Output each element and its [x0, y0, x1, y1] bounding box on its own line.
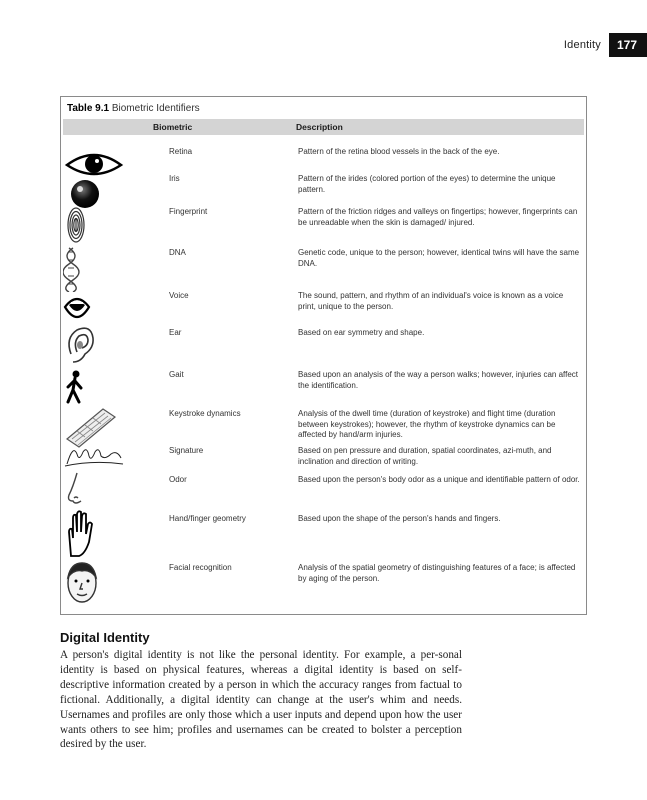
biometric-name: Voice	[169, 291, 189, 300]
biometric-description: Analysis of the dwell time (duration of keystroke) and flight time (duration between keystrokes); however, the rhythm of keystroke dynamics can be affected by hand/arm injuries.	[298, 409, 556, 439]
biometric-description: Based on ear symmetry and shape.	[298, 328, 425, 337]
biometric-name: Keystroke dynamics	[169, 409, 241, 418]
biometric-description: Based upon an analysis of the way a person walks; however, injuries can affect the identification.	[298, 370, 579, 390]
table-header-row	[63, 119, 584, 135]
biometric-description: Genetic code, unique to the person; however, identical twins will have the same DNA.	[298, 248, 580, 268]
biometric-table	[60, 96, 587, 615]
biometric-description: Pattern of the friction ridges and valleys on fingertips; however, fingerprints can be unreadable when the skin is damaged/ injured.	[298, 207, 578, 227]
biometric-name: Gait	[169, 370, 184, 379]
body-paragraph: A person's digital identity is not like the personal identity. For example, a per-sonal identity is based on physical features, whereas a digital identity is based on self-descriptive information created by a person in which the accuracy ranges from factual to fictional. Additionally, a digital identity can change at the user's whim and needs. Usernames and profiles are only those which a user inputs and depend upon how the user wants others to see him; profiles and usernames can be created to bolster a perception desired by the user.	[60, 649, 462, 751]
biometric-description: The sound, pattern, and rhythm of an individual's voice is known as a voice print, unique to the person.	[298, 291, 564, 311]
biometric-description: Based upon the shape of the person's hands and fingers.	[298, 514, 501, 523]
page-number: 177	[609, 33, 647, 57]
table-caption	[67, 103, 200, 114]
biometric-description: Pattern of the retina blood vessels in the back of the eye.	[298, 147, 500, 156]
biometric-description: Analysis of the spatial geometry of distinguishing features of a face; is affected by aging of the person.	[298, 563, 576, 583]
hand-icon	[63, 510, 125, 558]
section-heading: Digital Identity	[60, 630, 150, 645]
biometric-name: DNA	[169, 248, 186, 257]
fingerprint-icon	[63, 203, 125, 247]
column-header-description: Description	[296, 122, 343, 132]
biometric-description: Based on pen pressure and duration, spatial coordinates, azi-muth, and inclination and direction of writing.	[298, 446, 552, 466]
table-number: Table 9.1	[67, 103, 110, 114]
dna-icon	[63, 244, 125, 292]
biometric-description: Pattern of the irides (colored portion of the eyes) to determine the unique pattern.	[298, 174, 556, 194]
signature-icon	[63, 442, 125, 472]
nose-icon	[63, 471, 125, 511]
biometric-name: Facial recognition	[169, 563, 232, 572]
biometric-name: Signature	[169, 446, 204, 455]
biometric-name: Odor	[169, 475, 187, 484]
table-title: Biometric Identifiers	[111, 103, 200, 114]
column-header-biometric: Biometric	[153, 122, 193, 132]
running-title: Identity	[563, 39, 601, 51]
running-head	[564, 33, 647, 57]
biometric-name: Fingerprint	[169, 207, 208, 216]
biometric-name: Retina	[169, 147, 193, 156]
biometric-name: Ear	[169, 328, 182, 337]
biometric-name: Hand/finger geometry	[169, 514, 246, 523]
walking-person-icon	[63, 366, 125, 406]
biometric-description: Based upon the person's body odor as a unique and identifiable pattern of odor.	[298, 475, 580, 484]
biometric-name: Iris	[169, 174, 180, 183]
ear-icon	[63, 324, 125, 368]
face-icon	[63, 559, 125, 607]
